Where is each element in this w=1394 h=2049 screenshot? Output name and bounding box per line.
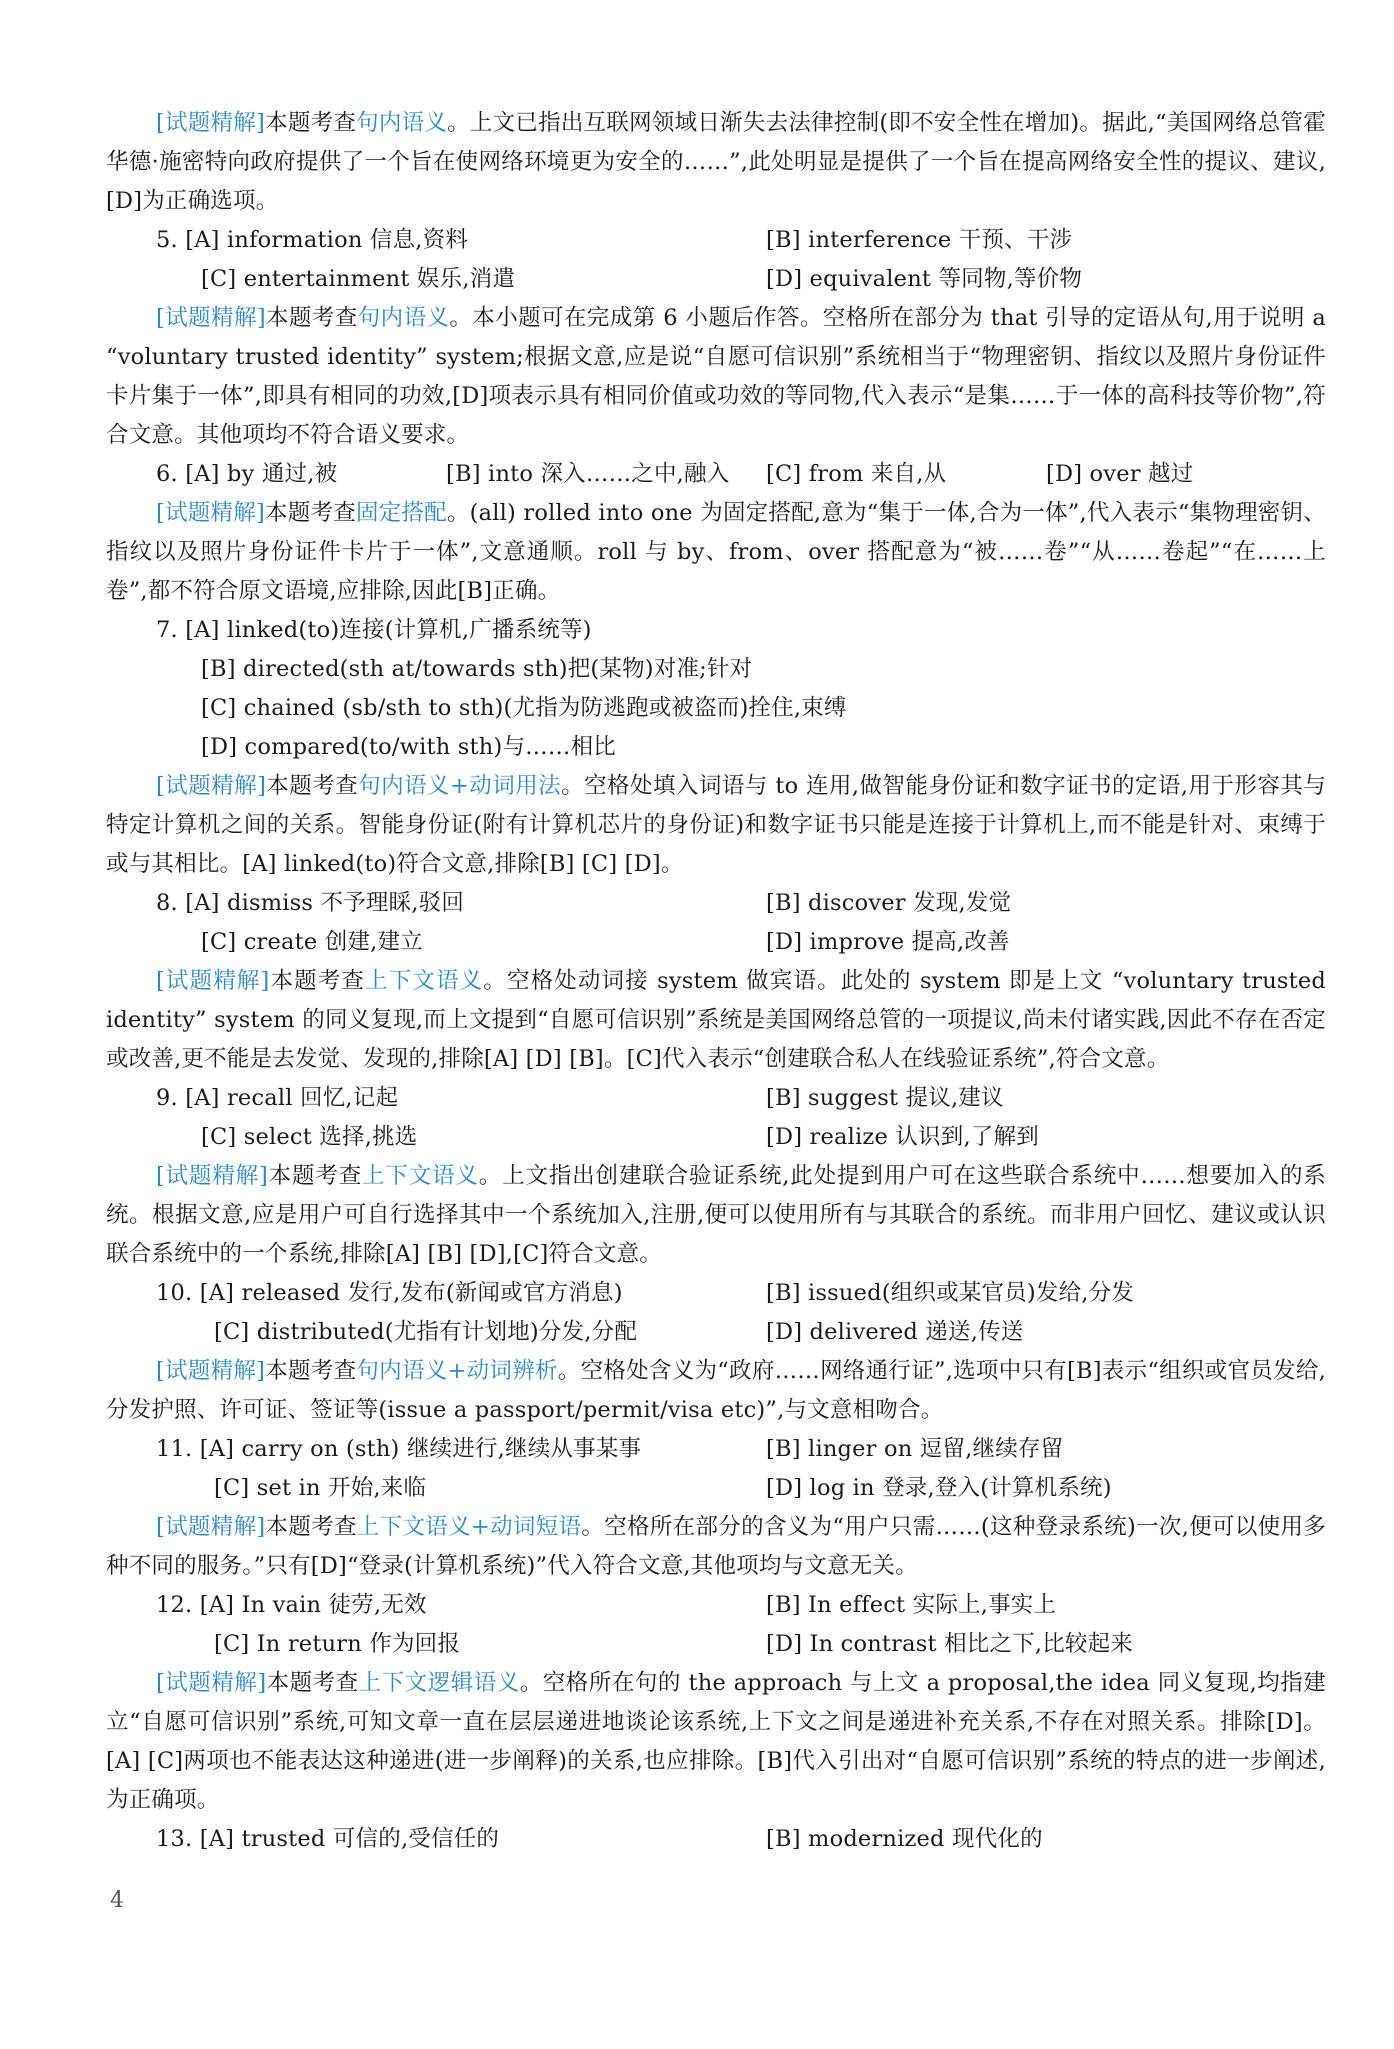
q6-option-b: [B] into 深入……之中,融入 [446,461,730,487]
q10-option-d: [D] delivered 递送,传送 [766,1319,1024,1345]
analysis-keyword: 上下文语义 [362,1163,479,1189]
analysis-lead: 本题考查 [265,1358,357,1384]
q12-option-b: [B] In effect 实际上,事实上 [766,1592,1057,1618]
analysis-lead: 本题考查 [266,1670,359,1696]
analysis-lead: 本题考查 [265,110,357,136]
q11-option-d: [D] log in 登录,登入(计算机系统) [766,1475,1112,1501]
q10-analysis [106,1352,1326,1430]
analysis-tag: [试题精解] [156,968,270,994]
analysis-keyword: 上下文语义 [365,968,484,994]
analysis-lead: 本题考查 [265,305,358,331]
analysis-keyword: 固定搭配 [355,500,447,526]
q8-options-row1 [106,884,1326,923]
q7-option-b: [B] directed(sth at/towards sth)把(某物)对准;针对 [201,656,753,682]
q7-option-a: 7. [A] linked(to)连接(计算机,广播系统等) [156,617,592,643]
q8-option-c: [C] create 创建,建立 [201,929,423,955]
analysis-text: 。上文指出创建联合验证系统,此处提到用户可在这些联合系统中……想要加入的系统。根据文意,应是用户可自行选择其中一个系统加入,注册,便可以使用所有与其联合的系统。而非用户回忆、建议或认识联合系统中的一个系统,排除[A] [B] [D],[C]符合文意。 [106,1163,1326,1267]
analysis-tag: [试题精解] [156,773,267,799]
analysis-keyword: 句内语义+动词用法 [358,773,562,799]
q12-option-c: [C] In return 作为回报 [214,1631,461,1657]
q5-option-a: 5. [A] information 信息,资料 [156,227,469,253]
q11-options-row1 [106,1430,1326,1469]
q6-analysis [106,494,1326,611]
q6-option-c: [C] from 来自,从 [766,461,947,487]
q8-option-a: 8. [A] dismiss 不予理睬,驳回 [156,890,465,916]
q7-option-d: [D] compared(to/with sth)与……相比 [201,734,616,760]
q6-options [106,455,1326,494]
q6-option-d: [D] over 越过 [1046,461,1194,487]
q5-analysis [106,299,1326,455]
q9-option-b: [B] suggest 提议,建议 [766,1085,1004,1111]
q11-option-c: [C] set in 开始,来临 [214,1475,427,1501]
page-number: 4 [110,1888,124,1913]
q9-option-a: 9. [A] recall 回忆,记起 [156,1085,399,1111]
q8-option-d: [D] improve 提高,改善 [766,929,1010,955]
q8-option-b: [B] discover 发现,发觉 [766,890,1012,916]
q10-options-row2 [106,1313,1326,1352]
analysis-tag: [试题精解] [156,1670,267,1696]
analysis-tag: [试题精解] [156,1163,268,1189]
q9-options-row2 [106,1118,1326,1157]
q11-analysis [106,1508,1326,1586]
q12-analysis [106,1664,1326,1820]
analysis-keyword: 句内语义+动词辨析 [356,1358,558,1384]
q8-analysis [106,962,1326,1079]
q9-option-c: [C] select 选择,挑选 [201,1124,418,1150]
q9-analysis [106,1157,1326,1274]
q11-option-a: 11. [A] carry on (sth) 继续进行,继续从事某事 [156,1436,642,1462]
analysis-text: 。上文已指出互联网领域日渐失去法律控制(即不安全性在增加)。据此,“美国网络总管霍华德·施密特向政府提供了一个旨在使网络环境更为安全的……”,此处明显是提供了一个旨在提高网络安全性的提议、建议,[D]为正确选项。 [106,110,1326,214]
q5-options-row1 [106,221,1326,260]
analysis-text: 。空格处填入词语与 to 连用,做智能身份证和数字证书的定语,用于形容其与特定计算机之间的关系。智能身份证(附有计算机芯片的身份证)和数字证书只能是连接于计算机上,而不能是针对、束缚于或与其相比。[A] linked(to)符合文意,排除[B] [C] [D]。 [106,773,1326,877]
q13-option-a: 13. [A] trusted 可信的,受信任的 [156,1826,500,1852]
q5-option-d: [D] equivalent 等同物,等价物 [766,266,1083,292]
analysis-text: 。空格所在句的 the approach 与上文 a proposal,the idea 同义复现,均指建立“自愿可信识别”系统,可知文章一直在层层递进地谈论该系统,上下文之间是递进补充关系,不存在对照关系。排除[D]。[A] [C]两项也不能表达这种递进(进一步阐释)的关系,也应排除。[B]代入引出对“自愿可信识别”系统的特点的进一步阐述,为正确项。 [106,1670,1327,1813]
q11-options-row2 [106,1469,1326,1508]
q11-option-b: [B] linger on 逗留,继续存留 [766,1436,1064,1462]
analysis-tag: [试题精解] [156,1514,266,1540]
q5-option-b: [B] interference 干预、干涉 [766,227,1073,253]
q6-option-a: 6. [A] by 通过,被 [156,461,338,487]
q10-option-c: [C] distributed(尤指有计划地)分发,分配 [214,1319,638,1345]
analysis-keyword: 句内语义 [357,305,450,331]
analysis-text: 。本小题可在完成第 6 小题后作答。空格所在部分为 that 引导的定语从句,用于说明 a “voluntary trusted identity” system;根据文意,应是说“自愿可信识别”系统相当于“物理密钥、指纹以及照片身份证件卡片集于一体”,即具有相同的功效,[D]项表示具有相同价值或功效的等同物,代入表示“是集……于一体的高科技等价物”,符合文意。其他项均不符合语义要求。 [106,305,1326,448]
q7-analysis [106,767,1326,884]
analysis-keyword: 句内语义 [356,110,448,136]
analysis-text: 。空格所在部分的含义为“用户只需……(这种登录系统)一次,便可以使用多种不同的服务。”只有[D]“登录(计算机系统)”代入符合文意,其他项均与文意无关。 [106,1514,1326,1579]
analysis-text: 。(all) rolled into one 为固定搭配,意为“集于一体,合为一体”,代入表示“集物理密钥、指纹以及照片身份证件卡片于一体”,文意通顺。roll 与 by、from、over 搭配意为“被……卷”“从……卷起”“在……上卷”,都不符合原文语境,应排除,因此[B]正确。 [106,500,1326,604]
analysis-tag: [试题精解] [156,500,265,526]
analysis-lead: 本题考查 [265,1514,357,1540]
q13-options-row1 [106,1820,1326,1859]
q7-option-c: [C] chained (sb/sth to sth)(尤指为防逃跑或被盗而)拴住,束缚 [201,695,847,721]
analysis-text: 。空格处含义为“政府……网络通行证”,选项中只有[B]表示“组织或官员发给,分发护照、许可证、签证等(issue a passport/permit/visa etc)”,与文意相吻合。 [106,1358,1326,1423]
analysis-lead: 本题考查 [264,500,356,526]
analysis-lead: 本题考查 [268,1163,363,1189]
q12-options-row1 [106,1586,1326,1625]
q4-analysis [106,104,1326,221]
q8-options-row2 [106,923,1326,962]
analysis-keyword: 上下文语义+动词短语 [356,1514,582,1540]
analysis-tag: [试题精解] [156,1358,266,1384]
q13-option-b: [B] modernized 现代化的 [766,1826,1043,1852]
analysis-text: 。空格处动词接 system 做宾语。此处的 system 即是上文 “voluntary trusted identity” system 的同义复现,而上文提到“自愿可信识别”系统是美国网络总管的一项提议,尚未付诸实践,因此不存在否定或改善,更不能是去发觉、发现的,排除[A] [D] [B]。[C]代入表示“创建联合私人在线验证系统”,符合文意。 [106,968,1326,1072]
q9-option-d: [D] realize 认识到,了解到 [766,1124,1039,1150]
q10-options-row1 [106,1274,1326,1313]
analysis-lead: 本题考查 [269,968,366,994]
analysis-tag: [试题精解] [156,110,266,136]
q5-option-c: [C] entertainment 娱乐,消遣 [201,266,516,292]
q12-option-a: 12. [A] In vain 徒劳,无效 [156,1592,427,1618]
q10-option-b: [B] issued(组织或某官员)发给,分发 [766,1280,1135,1306]
q9-options-row1 [106,1079,1326,1118]
q12-options-row2 [106,1625,1326,1664]
q5-options-row2 [106,260,1326,299]
analysis-tag: [试题精解] [156,305,266,331]
analysis-lead: 本题考查 [266,773,359,799]
page-content [106,104,1326,1859]
q12-option-d: [D] In contrast 相比之下,比较起来 [766,1631,1134,1657]
q10-option-a: 10. [A] released 发行,发布(新闻或官方消息) [156,1280,623,1306]
analysis-keyword: 上下文逻辑语义 [358,1670,520,1696]
